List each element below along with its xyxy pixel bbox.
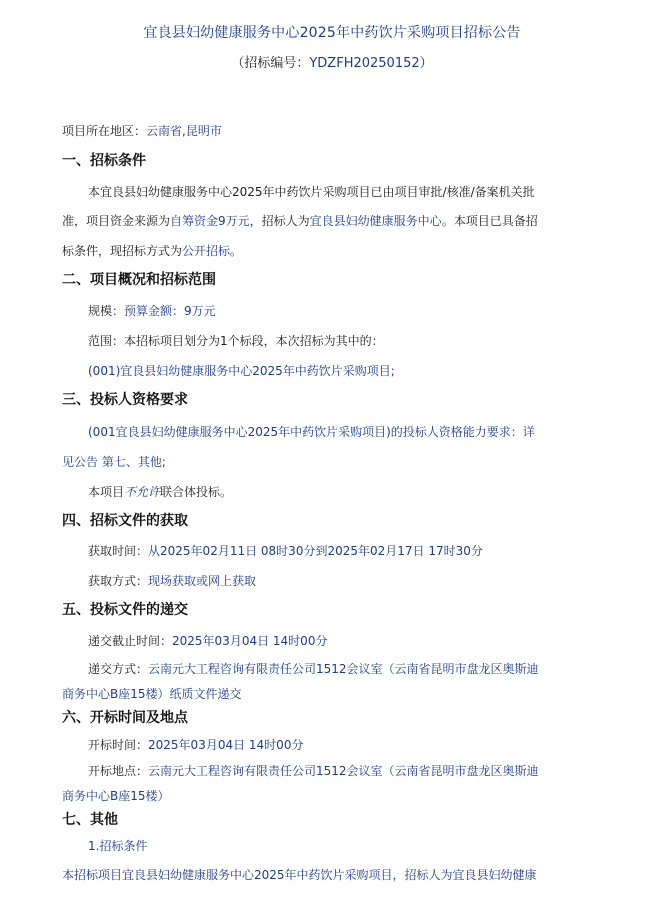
submission-deadline-label: 递交截止时间：	[88, 634, 173, 648]
tender-method-label: 标条件，现招标方式为	[62, 244, 183, 258]
acquisition-method-label: 获取方式：	[88, 574, 149, 588]
tender-number-suffix: ）	[419, 56, 433, 71]
qualification-text-2: 见公告 第七、其他;	[62, 455, 166, 469]
opening-place-continued: 商务中心B座15楼）	[62, 789, 170, 803]
other-item-1: 1.招标条件	[88, 839, 148, 853]
opening-time-value: 2025年03月04日 14时00分	[148, 738, 304, 752]
tender-number-line	[0, 52, 664, 71]
opening-time	[88, 737, 602, 753]
acquisition-method-value: 现场获取或网上获取	[148, 574, 257, 588]
tender-number: YDZFH20250152	[309, 56, 420, 71]
submission-method-continued: 商务中心B座15楼）纸质文件递交	[62, 687, 242, 701]
fund-source-label: 准，项目资金来源为	[62, 214, 171, 228]
consortium-prefix: 本项目	[88, 485, 125, 499]
opening-place-label: 开标地点：	[88, 764, 149, 778]
section-heading-tender-conditions: 一、招标条件	[62, 153, 146, 169]
opening-place	[88, 763, 602, 779]
consortium-value: 不允许	[124, 485, 161, 499]
fund-source: 自筹资金9万元	[170, 214, 250, 228]
section-heading-bidder-qualification: 三、投标人资格要求	[62, 392, 188, 408]
section-heading-document-acquisition: 四、招标文件的获取	[62, 513, 188, 529]
submission-deadline	[88, 633, 602, 649]
opening-place-value: 云南元大工程咨询有限责任公司1512会议室（云南省昆明市盘龙区奥斯迪	[148, 764, 539, 778]
submission-deadline-value: 2025年03月04日 14时00分	[172, 634, 328, 648]
tender-number-prefix: （招标编号：	[231, 56, 310, 71]
consortium-note	[88, 484, 602, 500]
submission-method-label: 递交方式：	[88, 662, 149, 676]
region-label: 项目所在地区：	[62, 124, 147, 138]
consortium-suffix: 联合体投标。	[160, 485, 233, 499]
acquisition-time-value: 从2025年02月11日 08时30分到2025年02月17日 17时30分	[148, 544, 483, 558]
section-heading-project-overview: 二、项目概况和招标范围	[62, 272, 216, 288]
opening-time-label: 开标时间：	[88, 738, 149, 752]
tenderer-name: 宜良县妇幼健康服务中心	[309, 214, 442, 228]
section-heading-other: 七、其他	[62, 812, 118, 828]
tender-conditions-text-2	[62, 213, 602, 229]
tenderer-label: ，招标人为	[249, 214, 310, 228]
submission-method-value: 云南元大工程咨询有限责任公司1512会议室（云南省昆明市盘龙区奥斯迪	[148, 662, 539, 676]
tender-conditions-text-2-end: 。本项目已具备招	[441, 214, 538, 228]
scale-label: 规模：	[88, 304, 125, 318]
acquisition-method	[88, 573, 602, 589]
region-value: 云南省,昆明市	[146, 124, 222, 138]
budget-amount: 预算金额：9万元	[124, 304, 216, 318]
acquisition-time	[88, 543, 602, 559]
lot-item: (001)宜良县妇幼健康服务中心2025年中药饮片采购项目;	[88, 364, 395, 378]
tender-conditions-text-1: 本宜良县妇幼健康服务中心2025年中药饮片采购项目已由项目审批/核准/备案机关批	[88, 185, 535, 199]
tender-conditions-text-3	[62, 243, 602, 259]
tender-method: 公开招标	[182, 244, 231, 258]
section-heading-bid-submission: 五、投标文件的递交	[62, 602, 188, 618]
section-heading-bid-opening: 六、开标时间及地点	[62, 710, 188, 726]
other-item-1-text: 本招标项目宜良县妇幼健康服务中心2025年中药饮片采购项目，招标人为宜良县妇幼健康	[62, 868, 537, 882]
project-scope: 范围：本招标项目划分为1个标段，本次招标为其中的：	[88, 334, 384, 348]
project-region	[62, 123, 602, 139]
project-scale	[88, 303, 602, 319]
submission-method	[88, 661, 602, 677]
page-title: 宜良县妇幼健康服务中心2025年中药饮片采购项目招标公告	[143, 25, 521, 41]
tender-conditions-text-3-end: 。	[230, 244, 243, 258]
qualification-text-1: (001宜良县妇幼健康服务中心2025年中药饮片采购项目)的投标人资格能力要求：详	[88, 425, 535, 439]
acquisition-time-label: 获取时间：	[88, 544, 149, 558]
